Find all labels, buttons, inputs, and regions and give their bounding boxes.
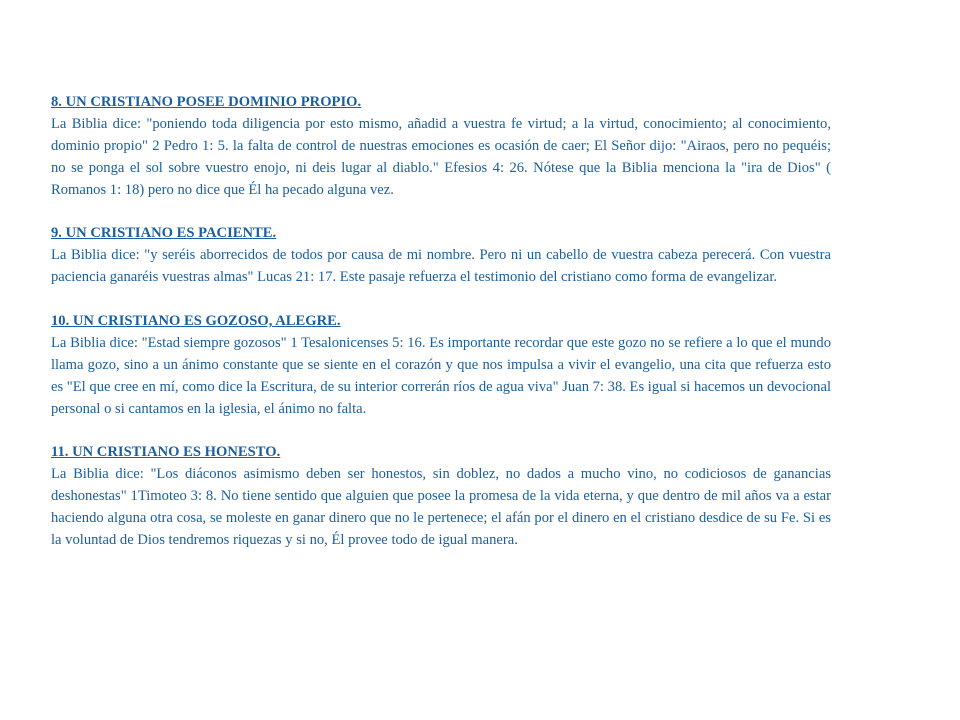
section-paragraph: La Biblia dice: "poniendo toda diligencia por esto mismo, añadid a vuestra fe virtud; a la virtud, conocimiento; al conocimiento, dominio propio" 2 Pedro 1: 5. la falta de control de nuestras emociones es ocasión de caer; El Señor dijo: "Airaos, pero no pequéis; no se ponga el sol sobre vuestro enojo, ni deis lugar al diablo." Efesios 4: 26. Nótese que la Biblia menciona la "ira de Dios" ( Romanos 1: 18) pero no dice que Él ha pecado alguna vez. — [51, 115, 831, 198]
section-heading: 11. UN CRISTIANO ES HONESTO. — [51, 444, 281, 461]
section-paciente — [51, 223, 831, 289]
section-paragraph: La Biblia dice: "y seréis aborrecidos de todos por causa de mi nombre. Pero ni un cabello de vuestra cabeza perecerá. Con vuestra paciencia ganaréis vuestras almas" Lucas 21: 17. Este pasaje refuerza el testimonio del cristiano como forma de evangelizar. — [51, 247, 831, 286]
section-heading: 9. UN CRISTIANO ES PACIENTE. — [51, 225, 277, 242]
document-body — [51, 92, 831, 574]
section-heading: 10. UN CRISTIANO ES GOZOSO, ALEGRE. — [51, 313, 341, 330]
section-dominio-propio — [51, 92, 831, 202]
section-paragraph: La Biblia dice: "Estad siempre gozosos" 1 Tesalonicenses 5: 16. Es importante recordar que este gozo no se refiere a lo que el mundo llama gozo, sino a un ánimo constante que se siente en el corazón y que nos impulsa a vivir el evangelio, una cita que refuerza esto es "El que cree en mí, como dice la Escritura, de su interior correrán ríos de agua viva" Juan 7: 38. Es igual si hacemos un devocional personal o si cantamos en la iglesia, el ánimo no falta. — [51, 334, 831, 417]
section-paragraph: La Biblia dice: "Los diáconos asimismo deben ser honestos, sin doblez, no dados a mucho vino, no codiciosos de ganancias deshonestas" 1Timoteo 3: 8. No tiene sentido que alguien que posee la promesa de la vida eterna, y que dentro de mil años va a estar haciendo alguna otra cosa, se moleste en ganar dinero que no le pertenece; el afán por el dinero en el cristiano desdice de su Fe. Si es la voluntad de Dios tendremos riquezas y si no, Él provee todo de igual manera. — [51, 466, 831, 549]
section-heading: 8. UN CRISTIANO POSEE DOMINIO PROPIO. — [51, 94, 362, 110]
section-gozoso — [51, 311, 831, 421]
section-honesto — [51, 442, 831, 552]
